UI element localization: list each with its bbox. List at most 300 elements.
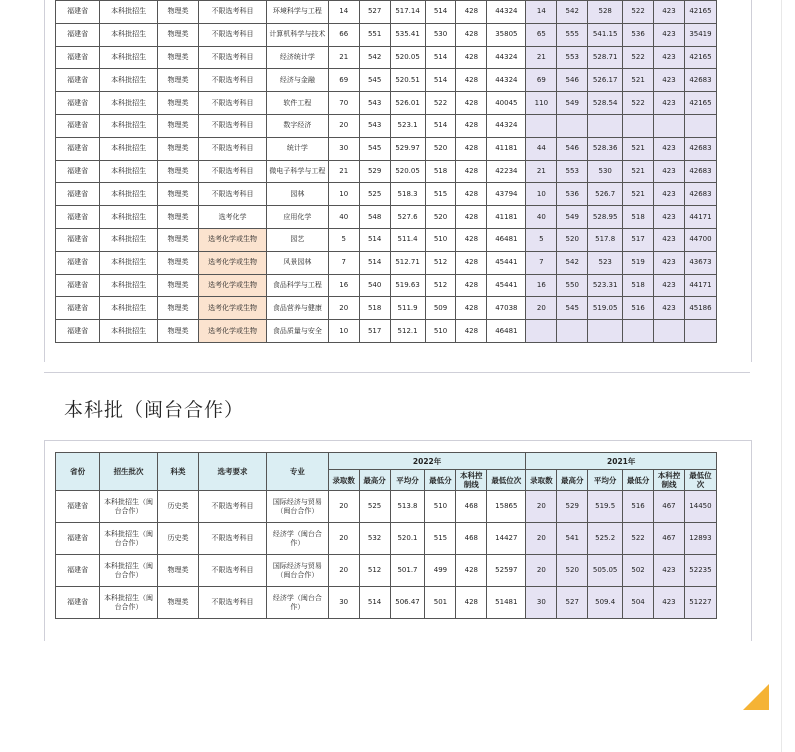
table-cell: 521 <box>623 69 654 92</box>
subheader-cell: 平均分 <box>588 470 623 491</box>
table-cell: 42683 <box>684 137 716 160</box>
table-cell: 423 <box>654 1 685 24</box>
table-cell: 44324 <box>487 1 526 24</box>
table-row <box>56 92 717 115</box>
table-cell: 应用化学 <box>267 206 329 229</box>
table-cell: 物理类 <box>157 23 198 46</box>
table-cell: 物理类 <box>157 320 198 343</box>
table-cell: 园艺 <box>267 228 329 251</box>
table-cell <box>684 114 716 137</box>
table-cell: 428 <box>456 69 487 92</box>
table-cell: 本科批招生（闽台合作） <box>100 523 158 555</box>
table-cell: 41181 <box>487 206 526 229</box>
section-header <box>44 372 750 441</box>
table-cell: 423 <box>654 23 685 46</box>
table-cell: 20 <box>328 523 359 555</box>
table-cell: 70 <box>328 92 359 115</box>
table-cell: 530 <box>588 160 623 183</box>
table-cell <box>557 320 588 343</box>
table-cell: 不限选考科目 <box>199 114 267 137</box>
table-row <box>56 1 717 24</box>
table-cell: 428 <box>456 274 487 297</box>
table-cell: 选考化学或生物 <box>199 297 267 320</box>
table-cell: 467 <box>654 491 685 523</box>
subheader-cell: 本科控制线 <box>654 470 685 491</box>
table-cell: 428 <box>456 228 487 251</box>
table-cell: 本科批招生（闽台合作） <box>100 587 158 619</box>
table-cell: 16 <box>526 274 557 297</box>
admission-table-top <box>55 0 717 343</box>
table-cell: 20 <box>328 114 359 137</box>
table-row <box>56 114 717 137</box>
table-cell: 本科批招生 <box>100 69 158 92</box>
table-cell: 520.51 <box>390 69 425 92</box>
table-cell: 历史类 <box>157 523 198 555</box>
table-cell: 21 <box>328 160 359 183</box>
table-cell: 本科批招生 <box>100 320 158 343</box>
scrollbar-track[interactable] <box>781 0 782 752</box>
table-cell: 福建省 <box>56 46 100 69</box>
table-cell: 536 <box>557 183 588 206</box>
table-cell: 522 <box>623 92 654 115</box>
table-cell: 本科批招生 <box>100 46 158 69</box>
table-cell: 本科批招生 <box>100 23 158 46</box>
table-cell: 40045 <box>487 92 526 115</box>
table-cell: 不限选考科目 <box>199 183 267 206</box>
table-cell: 550 <box>557 274 588 297</box>
table-cell: 经济统计学 <box>267 46 329 69</box>
table-cell: 428 <box>456 206 487 229</box>
table-cell: 本科批招生 <box>100 183 158 206</box>
table-cell: 41181 <box>487 137 526 160</box>
table-cell: 514 <box>359 251 390 274</box>
table-cell: 542 <box>557 1 588 24</box>
table-cell: 选考化学或生物 <box>199 320 267 343</box>
table-cell: 523.31 <box>588 274 623 297</box>
table-cell: 519 <box>623 251 654 274</box>
table-cell: 520 <box>557 555 588 587</box>
corner-fold-icon <box>743 684 769 710</box>
table-cell: 428 <box>456 46 487 69</box>
header-requirement: 选考要求 <box>199 453 267 491</box>
table-cell: 福建省 <box>56 251 100 274</box>
table-cell: 543 <box>359 114 390 137</box>
table-cell: 44324 <box>487 69 526 92</box>
header-category: 科类 <box>157 453 198 491</box>
table-row <box>56 587 717 619</box>
table-cell: 不限选考科目 <box>199 137 267 160</box>
table-cell: 物理类 <box>157 555 198 587</box>
table-cell: 35805 <box>487 23 526 46</box>
table-cell: 468 <box>456 491 487 523</box>
table-cell <box>588 320 623 343</box>
table-cell: 510 <box>425 320 456 343</box>
table-cell: 物理类 <box>157 1 198 24</box>
table-cell: 516 <box>623 491 654 523</box>
table-cell: 517.14 <box>390 1 425 24</box>
table-cell: 528 <box>588 1 623 24</box>
table-cell: 物理类 <box>157 587 198 619</box>
table-cell: 423 <box>654 274 685 297</box>
subheader-cell: 录取数 <box>328 470 359 491</box>
table-cell: 经济与金融 <box>267 69 329 92</box>
table-cell: 527.6 <box>390 206 425 229</box>
table-cell: 506.47 <box>390 587 425 619</box>
table-cell: 501 <box>425 587 456 619</box>
table-cell: 512 <box>425 274 456 297</box>
table-cell: 本科批招生 <box>100 92 158 115</box>
table-cell: 69 <box>526 69 557 92</box>
table-cell: 42165 <box>684 1 716 24</box>
table-cell: 518 <box>425 160 456 183</box>
table-cell <box>684 320 716 343</box>
table-cell: 7 <box>328 251 359 274</box>
table-cell: 44700 <box>684 228 716 251</box>
table-cell: 545 <box>359 69 390 92</box>
table-cell: 423 <box>654 69 685 92</box>
table-cell: 528.95 <box>588 206 623 229</box>
table-cell: 42683 <box>684 183 716 206</box>
table-row <box>56 491 717 523</box>
table-cell: 512.71 <box>390 251 425 274</box>
table-cell <box>526 114 557 137</box>
table-cell: 园林 <box>267 183 329 206</box>
table-cell: 428 <box>456 587 487 619</box>
table-cell <box>623 320 654 343</box>
table-cell: 502 <box>623 555 654 587</box>
table-cell: 历史类 <box>157 491 198 523</box>
table-cell: 516 <box>623 297 654 320</box>
table-cell: 30 <box>328 587 359 619</box>
table-cell: 本科批招生 <box>100 228 158 251</box>
table-cell: 风景园林 <box>267 251 329 274</box>
table-cell: 512 <box>425 251 456 274</box>
table-cell: 515 <box>425 183 456 206</box>
table-cell: 45441 <box>487 251 526 274</box>
table-cell: 福建省 <box>56 523 100 555</box>
table-cell: 423 <box>654 160 685 183</box>
table-cell: 504 <box>623 587 654 619</box>
table-cell: 521 <box>623 183 654 206</box>
header-year-2021: 2021年 <box>526 453 717 470</box>
table-cell: 525 <box>359 491 390 523</box>
table-cell: 福建省 <box>56 23 100 46</box>
table-cell: 514 <box>425 1 456 24</box>
table-cell: 44171 <box>684 206 716 229</box>
table-cell: 520.1 <box>390 523 425 555</box>
subheader-cell: 平均分 <box>390 470 425 491</box>
table-cell: 不限选考科目 <box>199 46 267 69</box>
table-cell: 511.4 <box>390 228 425 251</box>
table-cell: 514 <box>359 228 390 251</box>
table-cell: 514 <box>425 46 456 69</box>
table-cell: 物理类 <box>157 274 198 297</box>
table-cell: 物理类 <box>157 92 198 115</box>
subheader-cell: 最低位次 <box>684 470 716 491</box>
table-cell: 47038 <box>487 297 526 320</box>
table-cell: 福建省 <box>56 320 100 343</box>
header-major: 专业 <box>267 453 329 491</box>
subheader-cell: 本科控制线 <box>456 470 487 491</box>
table-cell: 529 <box>557 491 588 523</box>
table-row <box>56 228 717 251</box>
table-cell: 10 <box>328 183 359 206</box>
header-province: 省份 <box>56 453 100 491</box>
table-cell: 518.3 <box>390 183 425 206</box>
table-cell: 428 <box>456 137 487 160</box>
table-cell: 本科批招生（闽台合作） <box>100 491 158 523</box>
table-cell: 69 <box>328 69 359 92</box>
table-cell: 514 <box>359 587 390 619</box>
table-cell: 12893 <box>684 523 716 555</box>
table-cell: 本科批招生 <box>100 206 158 229</box>
table-cell <box>623 114 654 137</box>
table-cell: 423 <box>654 92 685 115</box>
table-cell: 35419 <box>684 23 716 46</box>
table-cell: 428 <box>456 92 487 115</box>
table-cell <box>526 320 557 343</box>
table-cell: 不限选考科目 <box>199 523 267 555</box>
table-row <box>56 183 717 206</box>
table-row <box>56 137 717 160</box>
table-cell: 526.7 <box>588 183 623 206</box>
table-cell: 509 <box>425 297 456 320</box>
table-cell: 7 <box>526 251 557 274</box>
table-cell: 532 <box>359 523 390 555</box>
table-cell: 福建省 <box>56 92 100 115</box>
table-cell: 本科批招生 <box>100 274 158 297</box>
table-cell: 本科批招生 <box>100 297 158 320</box>
table-cell: 525 <box>359 183 390 206</box>
table-cell: 515 <box>425 523 456 555</box>
table-cell: 福建省 <box>56 69 100 92</box>
table-cell <box>654 114 685 137</box>
table-cell: 14 <box>526 1 557 24</box>
table-cell: 518 <box>623 206 654 229</box>
table-cell: 520 <box>425 206 456 229</box>
table-cell: 529 <box>359 160 390 183</box>
table-cell: 20 <box>526 523 557 555</box>
table-cell: 16 <box>328 274 359 297</box>
table-cell: 20 <box>526 297 557 320</box>
table-cell: 42234 <box>487 160 526 183</box>
table-cell: 本科批招生 <box>100 251 158 274</box>
table-row <box>56 320 717 343</box>
table-cell: 501.7 <box>390 555 425 587</box>
table-cell: 528.54 <box>588 92 623 115</box>
table-cell: 不限选考科目 <box>199 587 267 619</box>
table-row <box>56 46 717 69</box>
table-cell: 本科批招生 <box>100 114 158 137</box>
table-row <box>56 69 717 92</box>
table-cell: 本科批招生 <box>100 137 158 160</box>
table-cell: 物理类 <box>157 228 198 251</box>
table-cell: 520.05 <box>390 46 425 69</box>
table-cell: 528.71 <box>588 46 623 69</box>
table-cell: 526.01 <box>390 92 425 115</box>
table-cell: 46481 <box>487 228 526 251</box>
table-cell: 540 <box>359 274 390 297</box>
table-cell: 428 <box>456 297 487 320</box>
table-cell: 519.5 <box>588 491 623 523</box>
header-batch: 招生批次 <box>100 453 158 491</box>
table-cell <box>654 320 685 343</box>
admission-table-mintai <box>55 452 717 619</box>
table-cell: 不限选考科目 <box>199 92 267 115</box>
subheader-cell: 最高分 <box>557 470 588 491</box>
table-cell: 514 <box>425 69 456 92</box>
table-cell: 44 <box>526 137 557 160</box>
table-cell: 428 <box>456 1 487 24</box>
table-cell: 30 <box>328 137 359 160</box>
table-cell: 40 <box>526 206 557 229</box>
table-cell: 510 <box>425 228 456 251</box>
table-cell: 不限选考科目 <box>199 23 267 46</box>
table-cell: 40 <box>328 206 359 229</box>
table-cell: 423 <box>654 587 685 619</box>
table-cell: 10 <box>526 183 557 206</box>
table-cell: 42683 <box>684 160 716 183</box>
table-cell: 542 <box>557 251 588 274</box>
table-cell: 微电子科学与工程 <box>267 160 329 183</box>
table-cell: 物理类 <box>157 46 198 69</box>
table-cell: 527 <box>557 587 588 619</box>
table-row <box>56 555 717 587</box>
table-cell: 52597 <box>487 555 526 587</box>
table-cell: 526.17 <box>588 69 623 92</box>
table-cell: 福建省 <box>56 555 100 587</box>
table-cell: 423 <box>654 137 685 160</box>
table-cell: 物理类 <box>157 251 198 274</box>
table-cell: 510 <box>425 491 456 523</box>
table-cell: 福建省 <box>56 206 100 229</box>
table-cell: 428 <box>456 23 487 46</box>
table-cell: 518 <box>359 297 390 320</box>
table-cell: 20 <box>526 555 557 587</box>
table-cell: 521 <box>623 137 654 160</box>
table-cell: 5 <box>328 228 359 251</box>
table-row <box>56 297 717 320</box>
table-cell: 国际经济与贸易（闽台合作） <box>267 491 329 523</box>
table-cell: 42165 <box>684 92 716 115</box>
table-cell: 福建省 <box>56 297 100 320</box>
table-cell: 福建省 <box>56 183 100 206</box>
table-cell: 物理类 <box>157 69 198 92</box>
table-cell: 20 <box>526 491 557 523</box>
table-cell: 549 <box>557 92 588 115</box>
table-cell <box>588 114 623 137</box>
table-cell: 428 <box>456 160 487 183</box>
table-cell: 542 <box>359 46 390 69</box>
table-cell: 20 <box>328 555 359 587</box>
table-cell: 物理类 <box>157 297 198 320</box>
subheader-cell: 最低位次 <box>487 470 526 491</box>
table-cell: 551 <box>359 23 390 46</box>
table-cell: 52235 <box>684 555 716 587</box>
table-cell: 食品质量与安全 <box>267 320 329 343</box>
table-cell: 545 <box>557 297 588 320</box>
table-cell: 不限选考科目 <box>199 491 267 523</box>
subheader-cell: 最低分 <box>425 470 456 491</box>
table-cell: 519.63 <box>390 274 425 297</box>
table-cell: 520 <box>425 137 456 160</box>
table-cell: 555 <box>557 23 588 46</box>
table-cell: 选考化学或生物 <box>199 274 267 297</box>
table-cell: 549 <box>557 206 588 229</box>
table-cell: 42165 <box>684 46 716 69</box>
table-cell: 选考化学或生物 <box>199 251 267 274</box>
table-cell: 528.36 <box>588 137 623 160</box>
table-cell: 428 <box>456 114 487 137</box>
table-cell: 21 <box>526 160 557 183</box>
table-cell: 517 <box>623 228 654 251</box>
table-cell: 不限选考科目 <box>199 160 267 183</box>
table-cell: 不限选考科目 <box>199 69 267 92</box>
table-cell: 428 <box>456 251 487 274</box>
table-cell: 42683 <box>684 69 716 92</box>
table-cell: 553 <box>557 46 588 69</box>
table-cell: 546 <box>557 69 588 92</box>
table-cell: 福建省 <box>56 491 100 523</box>
table-cell: 经济学（闽台合作） <box>267 587 329 619</box>
table-cell: 530 <box>425 23 456 46</box>
table-cell: 福建省 <box>56 228 100 251</box>
table-cell: 食品科学与工程 <box>267 274 329 297</box>
table-cell: 44324 <box>487 46 526 69</box>
table-cell: 522 <box>623 1 654 24</box>
table-cell: 423 <box>654 555 685 587</box>
table-cell: 511.9 <box>390 297 425 320</box>
table-cell: 物理类 <box>157 137 198 160</box>
table-row <box>56 251 717 274</box>
table-cell: 541 <box>557 523 588 555</box>
table-cell: 521 <box>623 160 654 183</box>
table-cell: 14 <box>328 1 359 24</box>
table-cell: 本科批招生 <box>100 1 158 24</box>
table-row <box>56 274 717 297</box>
table-cell: 国际经济与贸易（闽台合作） <box>267 555 329 587</box>
section-title: 本科批（闽台合作） <box>64 399 245 421</box>
table-cell: 物理类 <box>157 114 198 137</box>
table-cell: 513.8 <box>390 491 425 523</box>
table-cell: 428 <box>456 183 487 206</box>
table-cell: 522 <box>623 46 654 69</box>
table-cell <box>557 114 588 137</box>
table-cell: 5 <box>526 228 557 251</box>
table-cell: 选考化学或生物 <box>199 228 267 251</box>
table-cell: 51227 <box>684 587 716 619</box>
table-cell: 环境科学与工程 <box>267 1 329 24</box>
table-cell: 选考化学 <box>199 206 267 229</box>
table-cell: 45441 <box>487 274 526 297</box>
table-cell: 20 <box>328 491 359 523</box>
table-cell: 66 <box>328 23 359 46</box>
table-cell: 数字经济 <box>267 114 329 137</box>
table-cell: 福建省 <box>56 160 100 183</box>
table-cell: 541.15 <box>588 23 623 46</box>
table-cell: 43673 <box>684 251 716 274</box>
table-cell: 30 <box>526 587 557 619</box>
table-cell: 福建省 <box>56 1 100 24</box>
table-cell: 20 <box>328 297 359 320</box>
table-cell: 51481 <box>487 587 526 619</box>
table-cell: 软件工程 <box>267 92 329 115</box>
header-year-2022: 2022年 <box>328 453 526 470</box>
table-cell: 423 <box>654 183 685 206</box>
table-cell: 统计学 <box>267 137 329 160</box>
table-cell: 499 <box>425 555 456 587</box>
table-cell: 15865 <box>487 491 526 523</box>
